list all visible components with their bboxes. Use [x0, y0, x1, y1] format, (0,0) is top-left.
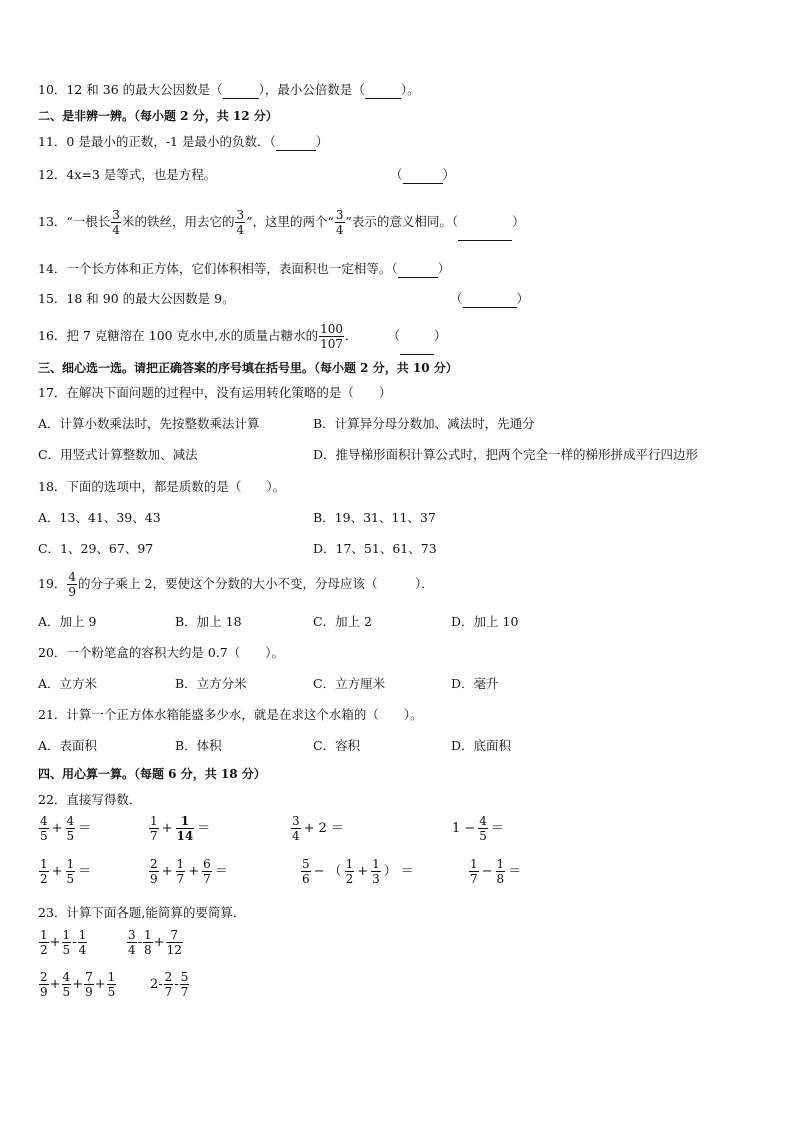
section-4-title: 四、用心算一算。（每题 6 分，共 18 分） — [38, 767, 266, 781]
option-b[interactable]: B．加上 18 — [175, 614, 242, 629]
answer-blank[interactable] — [403, 167, 443, 184]
option-a[interactable]: A．加上 9 — [38, 614, 97, 629]
calc-item: $\frac{1}{7}$ − $\frac{1}{8}$ ＝ — [470, 857, 522, 886]
question-13: 13．“一根长 $\frac{3}{4}$ 米的铁丝，用去它的 $\frac{3}{4}$ ”，这里的两个“ $\frac{3}{4}$ ”表示的意义相同。（ ） — [38, 204, 525, 241]
answer-blank[interactable] — [223, 82, 259, 99]
option-d[interactable]: D．毫升 — [451, 676, 499, 691]
option-d[interactable]: D．推导梯形面积计算公式时，把两个完全一样的梯形拼成平行四边形 — [313, 447, 699, 462]
option-c[interactable]: C．1、29、67、97 — [38, 541, 154, 556]
calc-item: $\frac{1}{2}$ + $\frac{1}{5}$ ＝ — [40, 857, 92, 886]
option-a[interactable]: A．立方米 — [38, 676, 98, 691]
option-c[interactable]: C．容积 — [313, 738, 361, 753]
calc-item: 2- $\frac{2}{7}$ - $\frac{5}{7}$ — [150, 970, 189, 999]
option-c[interactable]: C．加上 2 — [313, 614, 372, 629]
answer-blank[interactable] — [276, 134, 316, 151]
question-15-answer: （ ） — [450, 291, 530, 306]
question-15: 15．18 和 90 的最大公因数是 9。 — [38, 291, 235, 306]
question-18: 18．下面的选项中，都是质数的是（ ）。 — [38, 479, 286, 494]
question-14: 14．一个长方体和正方体，它们体积相等，表面积也一定相等。（ ） — [38, 261, 451, 276]
fraction: $\frac{3}{4}$ — [112, 208, 120, 237]
calc-item: $\frac{4}{5}$ + $\frac{4}{5}$ ＝ — [40, 814, 92, 843]
question-12-answer: （ ） — [390, 167, 456, 182]
question-11: 11．0 是最小的正数，-1 是最小的负数．（ ） — [38, 134, 329, 149]
calc-item: $\frac{5}{6}$ − （ $\frac{1}{2}$ + $\frac{1}{3}$ ） ＝ — [302, 857, 414, 886]
option-a[interactable]: A．13、41、39、43 — [38, 510, 161, 525]
fraction: $\frac{100}{107}$ — [320, 322, 343, 351]
question-12: 12．4x=3 是等式，也是方程。 — [38, 167, 217, 182]
calc-item: $\frac{2}{9}$ + $\frac{1}{7}$ + $\frac{6}{7}$ ＝ — [150, 857, 228, 886]
option-d[interactable]: D．加上 10 — [451, 614, 519, 629]
option-b[interactable]: B．19、31、11、37 — [313, 510, 436, 525]
calc-item: $\frac{2}{9}$ + $\frac{4}{5}$ + $\frac{7}{9}$ + $\frac{1}{5}$ — [40, 970, 116, 999]
option-c[interactable]: C．立方厘米 — [313, 676, 386, 691]
option-a[interactable]: A．计算小数乘法时，先按整数乘法计算 — [38, 416, 260, 431]
answer-blank[interactable] — [398, 261, 438, 278]
option-d[interactable]: D．17、51、61、73 — [313, 541, 437, 556]
section-2-title: 二、是非辨一辨。（每小题 2 分，共 12 分） — [38, 109, 278, 123]
option-d[interactable]: D．底面积 — [451, 738, 512, 753]
answer-blank[interactable] — [365, 82, 401, 99]
calc-item: $\frac{1}{7}$ + $\frac{1}{14}$ ＝ — [150, 814, 211, 843]
option-b[interactable]: B．计算异分母分数加、减法时，先通分 — [313, 416, 535, 431]
answer-blank[interactable] — [400, 318, 434, 355]
question-10: 10．12 和 36 的最大公因数是（ ），最小公倍数是（ ）。 — [38, 82, 420, 97]
fraction: $\frac{3}{4}$ — [335, 208, 344, 237]
question-21: 21．计算一个正方体水箱能盛多少水，就是在求这个水箱的（ ）。 — [38, 707, 423, 722]
calc-item: $\frac{3}{4}$ + 2 ＝ — [292, 814, 344, 843]
question-19: 19． $\frac{4}{9}$ 的分子乘上 2，要使这个分数的大小不变，分母应该（ ）． — [38, 570, 434, 599]
calc-item: $\frac{3}{4}$ - $\frac{1}{8}$ + $\frac{7}{12}$ — [128, 928, 182, 957]
fraction: $\frac{3}{4}$ — [236, 208, 245, 237]
calc-item: $\frac{1}{2}$ + $\frac{1}{5}$ - $\frac{1}{4}$ — [40, 928, 87, 957]
question-22: 22．直接写得数． — [38, 792, 142, 807]
section-3-title: 三、细心选一选。请把正确答案的序号填在括号里。（每小题 2 分，共 10 分） — [38, 361, 458, 375]
question-23: 23．计算下面各题,能简算的要简算． — [38, 905, 246, 920]
option-a[interactable]: A．表面积 — [38, 738, 98, 753]
option-b[interactable]: B．立方分米 — [175, 676, 247, 691]
fraction: $\frac{4}{9}$ — [68, 570, 77, 599]
question-20: 20．一个粉笔盒的容积大约是 0.7（ ）。 — [38, 645, 285, 660]
question-17: 17．在解决下面问题的过程中，没有运用转化策略的是（ ） — [38, 385, 392, 400]
answer-blank[interactable] — [458, 204, 512, 241]
option-b[interactable]: B．体积 — [175, 738, 222, 753]
option-c[interactable]: C．用竖式计算整数加、减法 — [38, 447, 198, 462]
answer-blank[interactable] — [463, 291, 517, 308]
question-16: 16．把 7 克糖溶在 100 克水中,水的质量占糖水的 $\frac{100}{107}$ ． （ ） — [38, 318, 447, 355]
calc-item: 1 − $\frac{4}{5}$ ＝ — [452, 814, 504, 843]
